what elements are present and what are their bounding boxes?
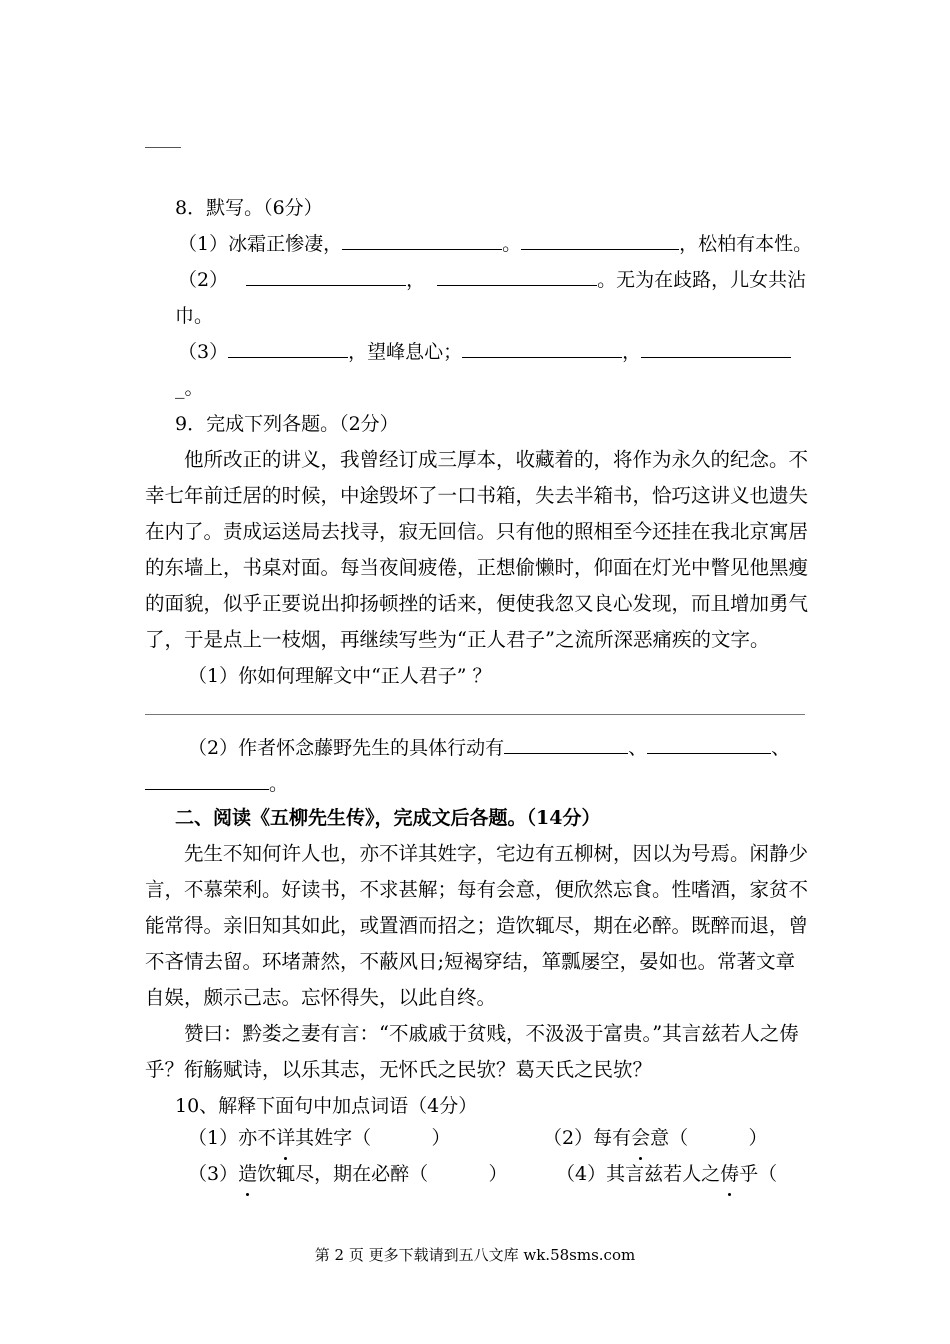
- section2-passage-2: 赞曰：黔娄之妻有言：“不戚戚于贫贱，不汲汲于富贵。”其言兹若人之俦乎？衔觞赋诗，以乐其志，无怀氏之民欤？葛天氏之民欤？: [145, 1022, 799, 1081]
- answer-blank[interactable]: [145, 767, 269, 790]
- q9-sub2: [188, 730, 828, 766]
- q8-l2-text-a: （2）: [178, 269, 229, 291]
- q10-i3-post: 饮辄尽，期在必醉（ ）: [257, 1163, 508, 1185]
- q10-i2-post: 意（ ）: [650, 1127, 768, 1149]
- page-footer: 第 2 页 更多下载请到五八文库 wk.58sms.com: [314, 1246, 636, 1264]
- section2-passage-1: 先生不知何许人也，亦不详其姓字，宅边有五柳树，因以为号焉。闲静少言，不慕荣利。好读书，不求甚解；每有会意，便欣然忘食。性嗜酒，家贫不能常得。亲旧知其如此，或置酒而招之；造饮辄尽，期在必醉。既醉而退，曾不吝情去留。环堵萧然，不蔽风日;短褐穿结，箪瓢屡空，晏如也。常著文章自娱，颇示己志。忘怀得失，以此自终。: [145, 842, 809, 1009]
- q9-passage: 他所改正的讲义，我曾经订成三厚本，收藏着的，将作为永久的纪念。不幸七年前迁居的时候，中途毁坏了一口书箱，失去半箱书，恰巧这讲义也遗失在内了。责成运送局去找寻，寂无回信。只有他的照相至今还挂在我北京寓居的东墙上，书桌对面。每当夜间疲倦，正想偷懒时，仰面在灯光中瞥见他黑瘦的面貌，似乎正要说出抑扬顿挫的话来，便使我忽又良心发现，而且增加勇气了，于是点上一枝烟，再继续写些为“正人君子”之流所深恶痛疾的文字。: [145, 448, 809, 651]
- q10-i1-post: 其姓字（ ）: [295, 1127, 451, 1149]
- q10-i2-pre: （2）每有: [543, 1127, 632, 1149]
- q8-line-1: [178, 226, 818, 262]
- answer-blank[interactable]: [246, 263, 406, 286]
- q10-i1-pre: （1）亦不: [188, 1127, 277, 1149]
- answer-blank[interactable]: [342, 227, 502, 250]
- q10-i4-dotted-word: 俦: [720, 1156, 739, 1192]
- q9-sub2-text-d: 。: [269, 773, 289, 795]
- q8-l3-text-a: （3）: [178, 341, 229, 363]
- q10-title: 10、解释下面句中加点词语（4分）: [175, 1095, 478, 1117]
- q10-i1-dotted-word: 详: [276, 1120, 295, 1156]
- q8-line-3: [178, 334, 818, 370]
- q8-l1-text-a: （1）冰霜正惨凄，: [178, 233, 343, 255]
- q10-i4-post: 乎（: [739, 1163, 778, 1185]
- q8-l2-text-c: 。无为在歧路，儿女共沾: [597, 269, 807, 291]
- q9-sub2-text-a: （2）作者怀念藤野先生的具体行动有: [188, 737, 505, 759]
- q8-l1-text-b: 。: [502, 233, 522, 255]
- answer-blank[interactable]: [437, 263, 597, 286]
- q8-line-2: [178, 262, 818, 298]
- top-blank-line: [145, 147, 181, 148]
- answer-blank[interactable]: [641, 335, 791, 358]
- q9-sub1: （1）你如何理解文中“正人君子” ？: [188, 665, 492, 687]
- q9-sub2-text-c: 、: [771, 737, 791, 759]
- q9-sub2-cont: [145, 766, 785, 802]
- q8-line-2-cont: 巾。: [175, 305, 214, 327]
- answer-blank[interactable]: [462, 335, 622, 358]
- q8-title: 8．默写。（6分）: [175, 197, 323, 219]
- q8-l1-text-c: ，松柏有本性。: [679, 233, 813, 255]
- q8-l3-text-b: ，望峰息心；: [348, 341, 463, 363]
- q10-i3-pre: （3）: [188, 1163, 239, 1185]
- q10-item-4: [556, 1156, 816, 1192]
- q8-l2-text-b: ，: [406, 269, 426, 291]
- q10-i4-pre: （4）其言兹若人之: [556, 1163, 721, 1185]
- q10-i3-dotted-word: 造: [238, 1156, 257, 1192]
- q9-title: 9．完成下列各题。（2分）: [175, 413, 399, 435]
- q9-answer-line[interactable]: [145, 714, 805, 715]
- q8-line-3-cont: _。: [175, 377, 204, 399]
- q10-item-2: [543, 1120, 803, 1156]
- q9-sub2-text-b: 、: [628, 737, 648, 759]
- section2-title: 二、阅读《五柳先生传》，完成文后各题。（14分）: [175, 807, 601, 829]
- q8-l3-text-c: ，: [622, 341, 642, 363]
- answer-blank[interactable]: [647, 731, 771, 754]
- answer-blank[interactable]: [228, 335, 348, 358]
- answer-blank[interactable]: [521, 227, 679, 250]
- q10-i2-dotted-word: 会: [631, 1120, 650, 1156]
- answer-blank[interactable]: [504, 731, 628, 754]
